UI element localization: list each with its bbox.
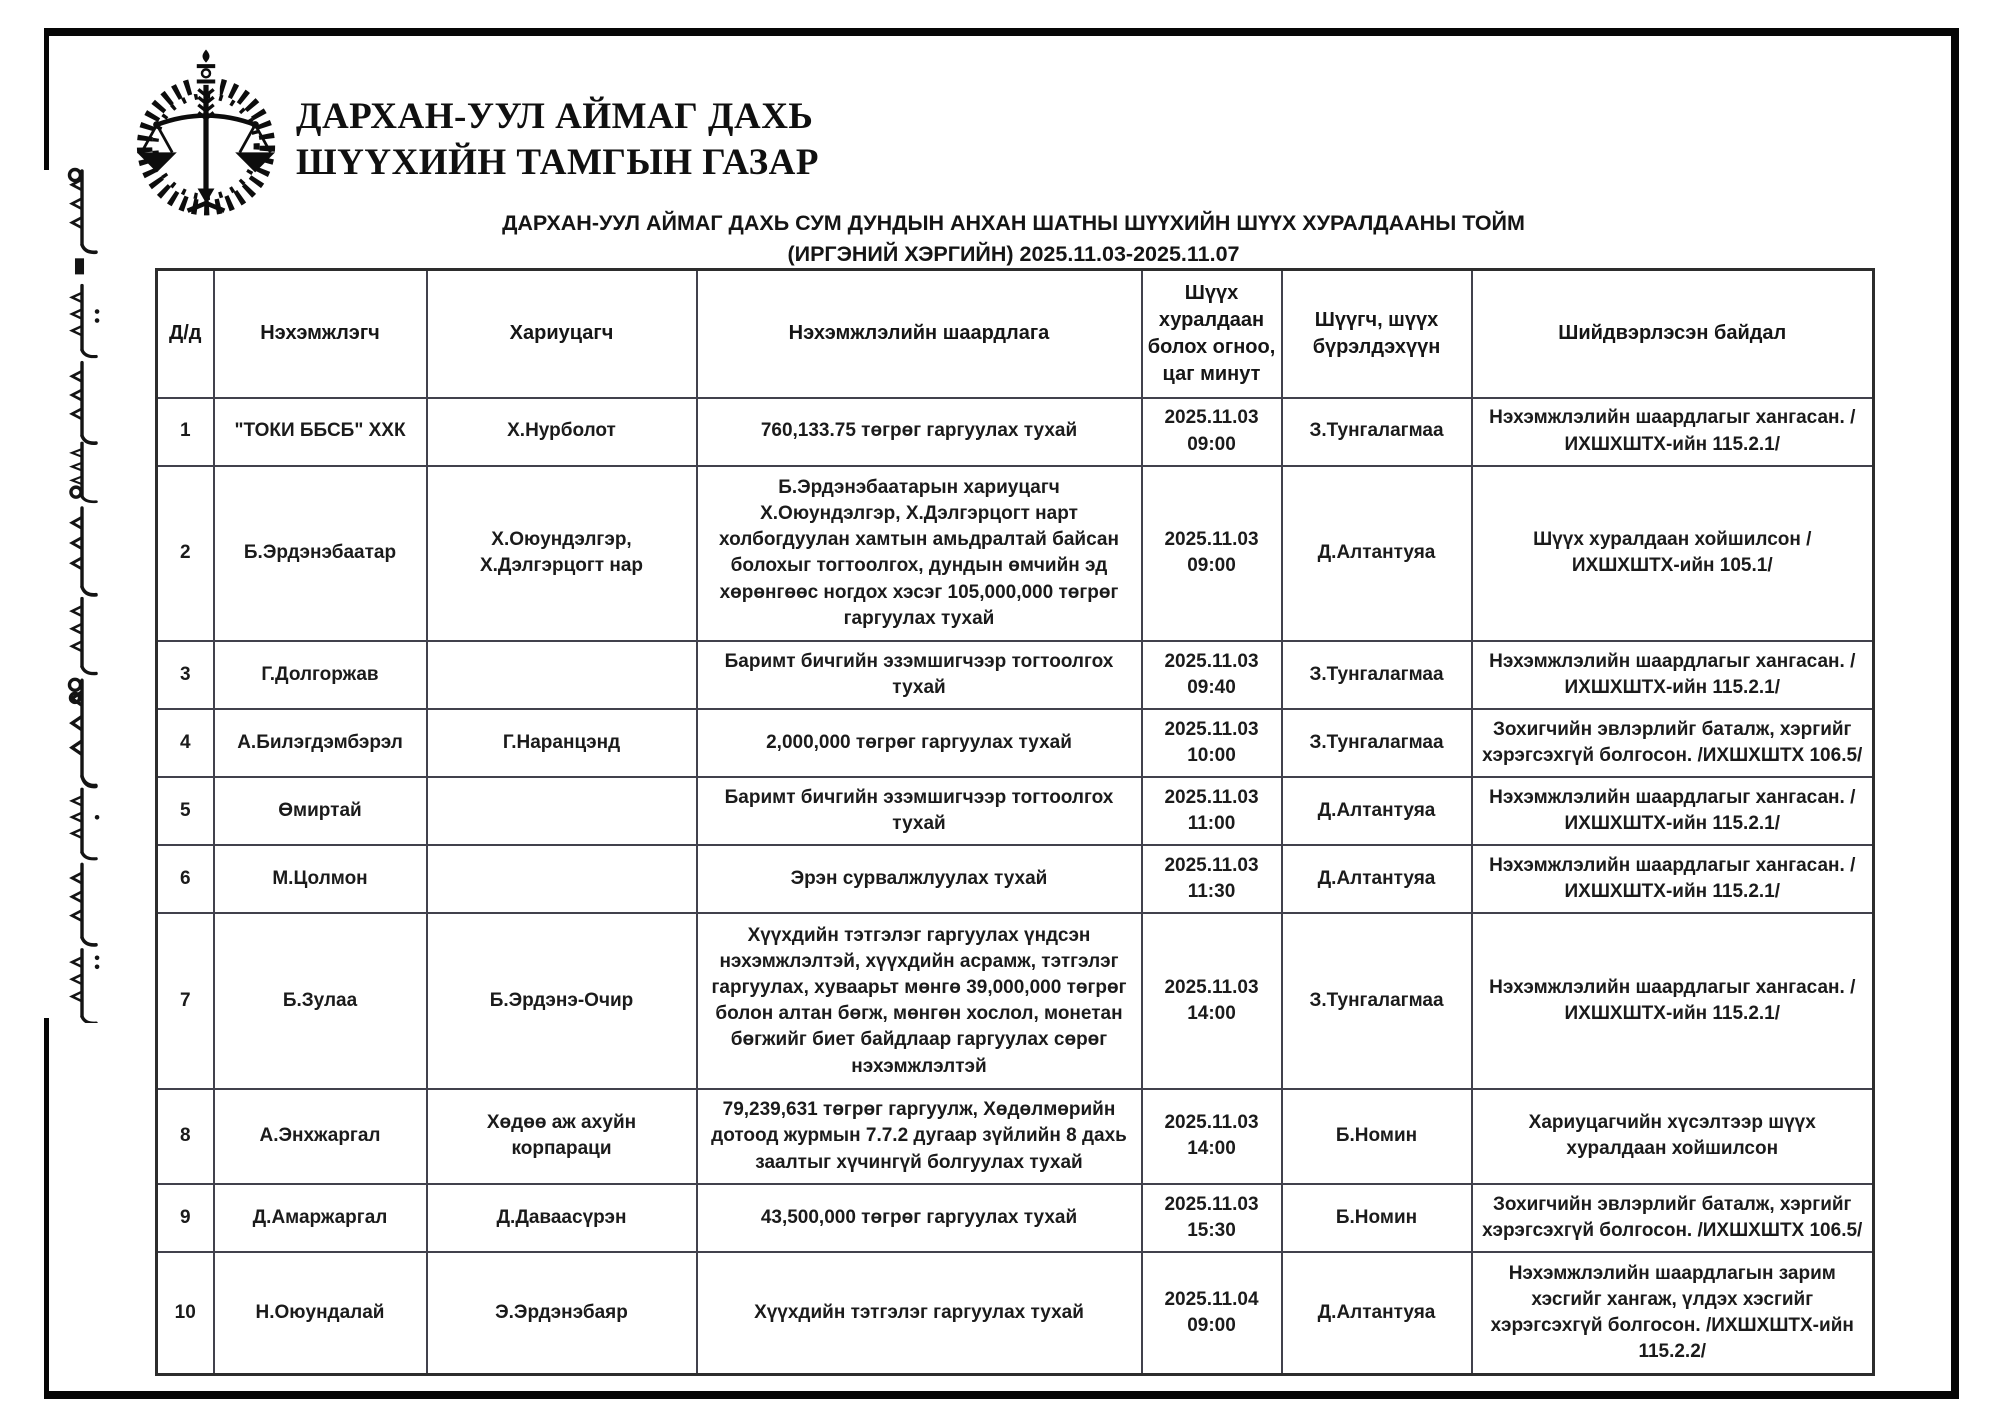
cell-hearing-datetime: [1142, 398, 1282, 466]
table-row: [157, 466, 1874, 642]
table-body: [157, 398, 1874, 1375]
document-title-line2: (ИРГЭНИЙ ХЭРГИЙН) 2025.11.03-2025.11.07: [787, 242, 1240, 266]
cell-judge: З.Тунгалагмаа: [1282, 398, 1472, 466]
page-frame-left-lower: [44, 1018, 49, 1399]
org-name: [296, 94, 819, 186]
org-name-line2: ШҮҮХИЙН ТАМГЫН ГАЗАР: [296, 142, 819, 183]
cell-hearing-datetime: [1142, 1089, 1282, 1184]
cell-hearing-datetime: [1142, 1252, 1282, 1374]
hearing-time: 11:30: [1187, 881, 1236, 903]
document-title-line1: ДАРХАН-УУЛ АЙМАГ ДАХЬ СУМ ДУНДЫН АНХАН ШАТНЫ ШҮҮХИЙН ШҮҮХ ХУРАЛДААНЫ ТОЙМ: [502, 211, 1525, 235]
cell-number: 10: [157, 1252, 214, 1374]
hearing-date: 2025.11.03: [1164, 787, 1259, 809]
cell-number: 8: [157, 1089, 214, 1184]
hearing-date: 2025.11.03: [1164, 977, 1259, 999]
cell-number: 2: [157, 466, 214, 642]
cell-number: 1: [157, 398, 214, 466]
col-header-number: Д/д: [157, 270, 214, 398]
cell-number: 3: [157, 641, 214, 709]
cell-hearing-datetime: [1142, 913, 1282, 1089]
hearing-time: 09:00: [1187, 555, 1236, 577]
hearing-date: 2025.11.03: [1164, 1193, 1259, 1215]
cell-hearing-datetime: [1142, 845, 1282, 913]
cell-judge: З.Тунгалагмаа: [1282, 913, 1472, 1089]
table-row: [157, 913, 1874, 1089]
cell-decision: Зохигчийн эвлэрлийг баталж, хэргийг хэрэгсэхгүй болгосон. /ИХШХШТХ 106.5/: [1472, 709, 1874, 777]
cell-decision: Нэхэмжлэлийн шаардлагын зарим хэсгийг хангаж, үлдэх хэсгийг хэрэгсэхгүй болгосон. /ИХШХШТХ-ийн 115.2.2/: [1472, 1252, 1874, 1374]
cell-claim: Баримт бичгийн эзэмшигчээр тогтоолгох тухай: [697, 641, 1142, 709]
traditional-mongolian-script-icon: [42, 165, 116, 1023]
cell-defendant: Х.Оюундэлгэр, Х.Дэлгэрцогт нар: [427, 466, 697, 642]
hearings-table: [155, 268, 1875, 1376]
col-header-judge: Шүүгч, шүүх бүрэлдэхүүн: [1282, 270, 1472, 398]
hearing-date: 2025.11.04: [1164, 1288, 1259, 1310]
cell-number: 5: [157, 777, 214, 845]
table-row: [157, 1089, 1874, 1184]
col-header-hearing-datetime: Шүүх хуралдаан болох огноо, цаг минут: [1142, 270, 1282, 398]
table-row: [157, 1252, 1874, 1374]
col-header-plaintiff: Нэхэмжлэгч: [214, 270, 427, 398]
cell-hearing-datetime: [1142, 1184, 1282, 1252]
col-header-claim: Нэхэмжлэлийн шаардлага: [697, 270, 1142, 398]
cell-plaintiff: "ТОКИ ББСБ" ХХК: [214, 398, 427, 466]
cell-defendant: [427, 641, 697, 709]
cell-number: 9: [157, 1184, 214, 1252]
col-header-defendant: Хариуцагч: [427, 270, 697, 398]
cell-number: 6: [157, 845, 214, 913]
cell-decision: Нэхэмжлэлийн шаардлагыг хангасан. /ИХШХШТХ-ийн 115.2.1/: [1472, 641, 1874, 709]
col-header-decision: Шийдвэрлэсэн байдал: [1472, 270, 1874, 398]
hearing-time: 09:00: [1187, 1315, 1236, 1337]
page-frame-bottom: [44, 1391, 1959, 1399]
justice-scales-logo-icon: [126, 48, 286, 220]
cell-judge: Д.Алтантуяа: [1282, 1252, 1472, 1374]
hearing-date: 2025.11.03: [1164, 407, 1259, 429]
cell-plaintiff: А.Билэгдэмбэрэл: [214, 709, 427, 777]
cell-claim: Хүүхдийн тэтгэлэг гаргуулах үндсэн нэхэмжлэлтэй, хүүхдийн асрамж, тэтгэлэг гаргуулах, хуваарьт мөнгө 39,000,000 төгрөг болон алтан бөгж, мөнгөн хослол, монетан бөгжийг биет байдлаар гаргуулах сөрөг нэхэмжлэлтэй: [697, 913, 1142, 1089]
cell-judge: Б.Номин: [1282, 1184, 1472, 1252]
cell-claim: Б.Эрдэнэбаатарын хариуцагч Х.Оюундэлгэр, Х.Дэлгэрцогт нарт холбогдуулан хамтын амьдралтай байсан болохыг тогтоолгох, дундын өмчийн эд хөрөнгөөс ногдох хэсэг 105,000,000 төгрөг гаргуулах тухай: [697, 466, 1142, 642]
cell-decision: Нэхэмжлэлийн шаардлагыг хангасан. /ИХШХШТХ-ийн 115.2.1/: [1472, 913, 1874, 1089]
table-header: [157, 270, 1874, 398]
cell-decision: Нэхэмжлэлийн шаардлагыг хангасан. /ИХШХШТХ-ийн 115.2.1/: [1472, 777, 1874, 845]
page-frame-right: [1951, 28, 1959, 1399]
cell-decision: Нэхэмжлэлийн шаардлагыг хангасан. /ИХШХШТХ-ийн 115.2.1/: [1472, 398, 1874, 466]
hearing-date: 2025.11.03: [1164, 650, 1259, 672]
cell-defendant: Хөдөө аж ахуйн корпараци: [427, 1089, 697, 1184]
table-row: [157, 1184, 1874, 1252]
page-frame-left-upper: [44, 28, 49, 170]
hearing-date: 2025.11.03: [1164, 855, 1259, 877]
cell-number: 4: [157, 709, 214, 777]
cell-defendant: [427, 845, 697, 913]
cell-judge: Д.Алтантуяа: [1282, 466, 1472, 642]
document-title: [155, 208, 1872, 270]
cell-judge: Д.Алтантуяа: [1282, 777, 1472, 845]
cell-judge: Б.Номин: [1282, 1089, 1472, 1184]
cell-plaintiff: М.Цолмон: [214, 845, 427, 913]
cell-number: 7: [157, 913, 214, 1089]
cell-hearing-datetime: [1142, 466, 1282, 642]
cell-claim: 2,000,000 төгрөг гаргуулах тухай: [697, 709, 1142, 777]
cell-plaintiff: Өмиртай: [214, 777, 427, 845]
cell-claim: Баримт бичгийн эзэмшигчээр тогтоолгох тухай: [697, 777, 1142, 845]
cell-decision: Зохигчийн эвлэрлийг баталж, хэргийг хэрэгсэхгүй болгосон. /ИХШХШТХ 106.5/: [1472, 1184, 1874, 1252]
hearing-date: 2025.11.03: [1164, 529, 1259, 551]
hearing-time: 09:00: [1187, 433, 1236, 455]
cell-plaintiff: Н.Оюундалай: [214, 1252, 427, 1374]
hearing-time: 11:00: [1187, 813, 1236, 835]
cell-defendant: Б.Эрдэнэ-Очир: [427, 913, 697, 1089]
hearing-time: 09:40: [1187, 677, 1236, 699]
hearing-time: 15:30: [1187, 1220, 1236, 1241]
cell-plaintiff: Б.Зулаа: [214, 913, 427, 1089]
cell-hearing-datetime: [1142, 641, 1282, 709]
hearing-date: 2025.11.03: [1164, 1112, 1259, 1134]
cell-hearing-datetime: [1142, 777, 1282, 845]
cell-plaintiff: А.Энхжаргал: [214, 1089, 427, 1184]
cell-claim: 43,500,000 төгрөг гаргуулах тухай: [697, 1184, 1142, 1252]
cell-claim: Эрэн сурвалжлуулах тухай: [697, 845, 1142, 913]
cell-defendant: Х.Нурболот: [427, 398, 697, 466]
cell-claim: Хүүхдийн тэтгэлэг гаргуулах тухай: [697, 1252, 1142, 1374]
cell-judge: Д.Алтантуяа: [1282, 845, 1472, 913]
page-frame-top: [44, 28, 1959, 36]
org-name-line1: ДАРХАН-УУЛ АЙМАГ ДАХЬ: [296, 96, 814, 137]
cell-defendant: Э.Эрдэнэбаяр: [427, 1252, 697, 1374]
cell-plaintiff: Г.Долгоржав: [214, 641, 427, 709]
cell-judge: З.Тунгалагмаа: [1282, 641, 1472, 709]
cell-decision: Шүүх хуралдаан хойшилсон /ИХШХШТХ-ийн 105.1/: [1472, 466, 1874, 642]
cell-claim: 79,239,631 төгрөг гаргуулж, Хөдөлмөрийн дотоод журмын 7.7.2 дугаар зүйлийн 8 дахь заалтыг хүчингүй болгуулах тухай: [697, 1089, 1142, 1184]
table-row: [157, 641, 1874, 709]
hearing-time: 14:00: [1187, 1138, 1236, 1160]
cell-claim: 760,133.75 төгрөг гаргуулах тухай: [697, 398, 1142, 466]
cell-hearing-datetime: [1142, 709, 1282, 777]
cell-plaintiff: Д.Амаржаргал: [214, 1184, 427, 1252]
table-row: [157, 709, 1874, 777]
table-row: [157, 845, 1874, 913]
cell-decision: Хариуцагчийн хүсэлтээр шүүх хуралдаан хойшилсон: [1472, 1089, 1874, 1184]
cell-defendant: Д.Даваасүрэн: [427, 1184, 697, 1252]
hearing-time: 14:00: [1187, 1003, 1236, 1025]
cell-defendant: [427, 777, 697, 845]
table-row: [157, 398, 1874, 466]
cell-defendant: Г.Наранцэнд: [427, 709, 697, 777]
cell-judge: З.Тунгалагмаа: [1282, 709, 1472, 777]
table-row: [157, 777, 1874, 845]
cell-decision: Нэхэмжлэлийн шаардлагыг хангасан. /ИХШХШТХ-ийн 115.2.1/: [1472, 845, 1874, 913]
cell-plaintiff: Б.Эрдэнэбаатар: [214, 466, 427, 642]
hearing-time: 10:00: [1187, 745, 1236, 767]
hearing-date: 2025.11.03: [1164, 719, 1259, 741]
